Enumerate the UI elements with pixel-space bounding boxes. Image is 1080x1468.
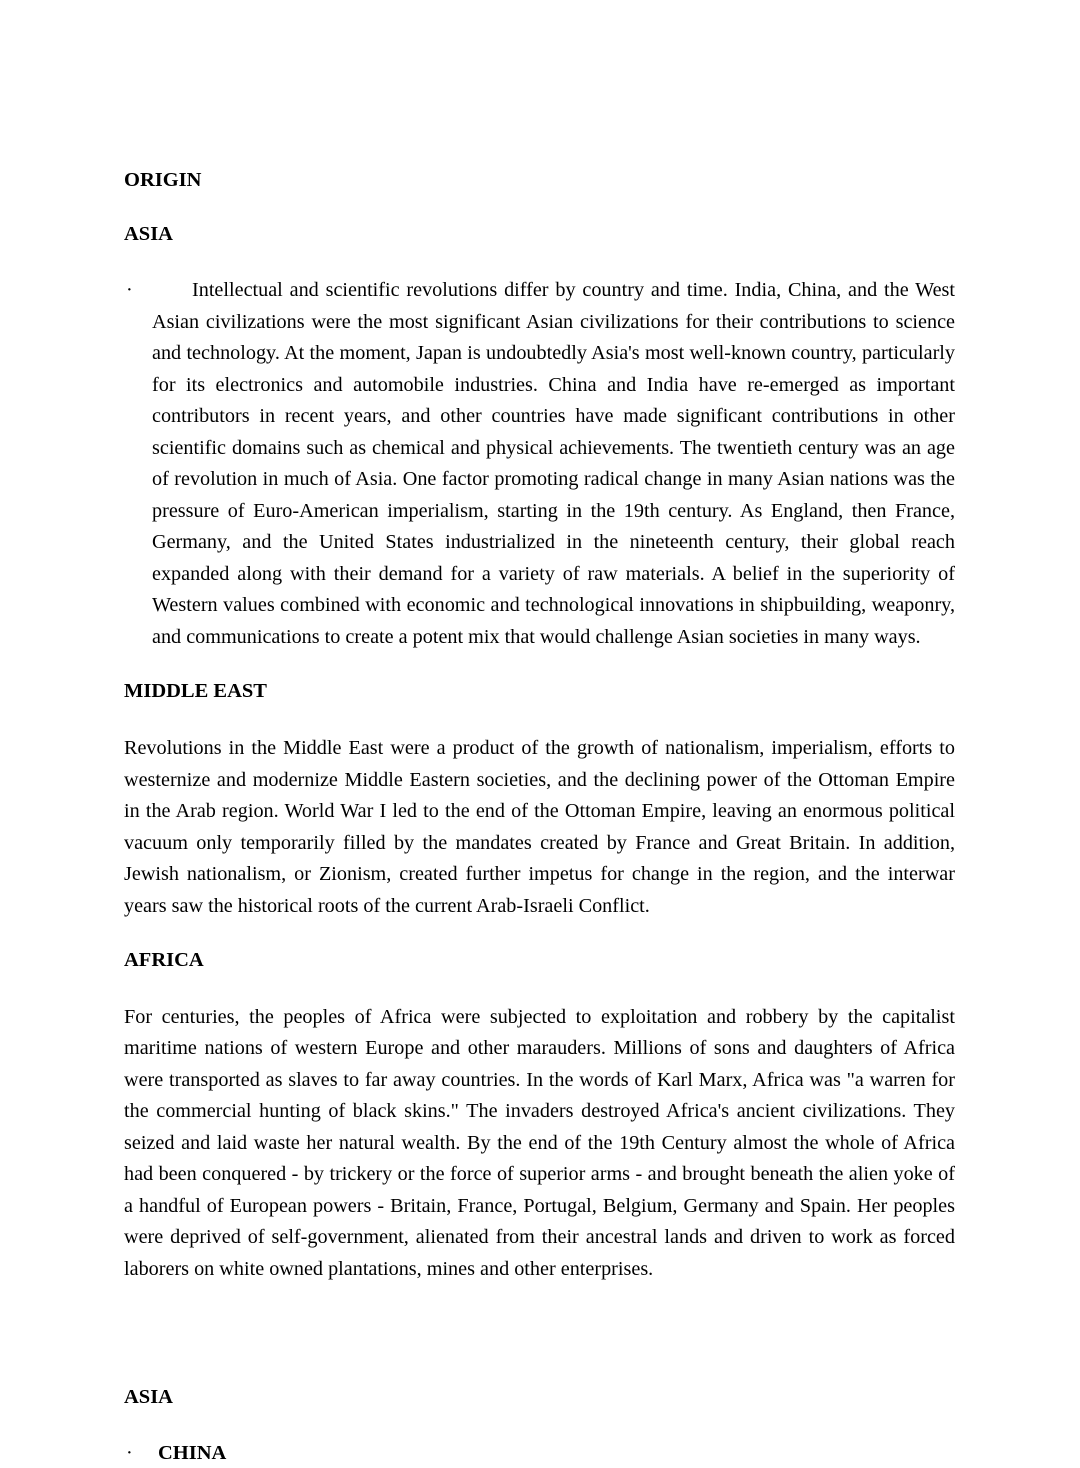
heading-asia: ASIA: [124, 222, 173, 245]
list-item: [124, 275, 955, 653]
paragraph-middle-east: Revolutions in the Middle East were a product of the growth of nationalism, imperialism, efforts to westernize and modernize Middle Eastern societies, and the declining power of the Ottoman Empire in the Arab region. World War I led to the end of the Ottoman Empire, leaving an enormous political vacuum only temporarily filled by the mandates created by France and Great Britain. In addition, Jewish nationalism, or Zionism, created further impetus for change in the region, and the interwar years saw the historical roots of the current Arab-Israeli Conflict.: [124, 737, 955, 917]
bullet-icon: ·: [126, 1442, 133, 1465]
list-item-label-china: CHINA: [158, 1442, 227, 1465]
paragraph-asia: Intellectual and scientific revolutions differ by country and time. India, China, and the West Asian civilizations were the most significant Asian civilizations for their contributions to science and technology. At the moment, Japan is undoubtedly Asia's most well-known country, particularly for its electronics and automobile industries. China and India have re-emerged as important contributors in recent years, and other countries have made significant contributions in other scientific domains such as chemical and physical achievements. The twentieth century was an age of revolution in much of Asia. One factor promoting radical change in many Asian nations was the pressure of Euro-American imperialism, starting in the 19th century. As England, then France, Germany, and the United States industrialized in the nineteenth century, their global reach expanded along with their demand for a variety of raw materials. A belief in the superiority of Western values combined with economic and technological innovations in shipbuilding, weaponry, and communications to create a potent mix that would challenge Asian societies in many ways.: [152, 279, 955, 648]
paragraph-africa: For centuries, the peoples of Africa were subjected to exploitation and robbery by the capitalist maritime nations of western Europe and other marauders. Millions of sons and daughters of Africa were transported as slaves to far away countries. In the words of Karl Marx, Africa was "a warren for the commercial hunting of black skins." The invaders destroyed Africa's ancient civilizations. They seized and laid waste her natural wealth. By the end of the 19th Century almost the whole of Africa had been conquered - by trickery or the force of superior arms - and brought beneath the alien yoke of a handful of European powers - Britain, France, Portugal, Belgium, Germany and Spain. Her peoples were deprived of self-government, alienated from their ancestral lands and driven to work as forced laborers on white owned plantations, mines and other enterprises.: [124, 1005, 955, 1280]
list-item: [124, 1439, 955, 1468]
heading-origin: ORIGIN: [124, 169, 202, 191]
bullet-icon: ·: [126, 279, 133, 302]
heading-africa: AFRICA: [124, 949, 204, 972]
section-spacer: [124, 1311, 955, 1385]
heading-asia-2: ASIA: [124, 1386, 173, 1409]
heading-middle-east: MIDDLE EAST: [124, 680, 267, 703]
